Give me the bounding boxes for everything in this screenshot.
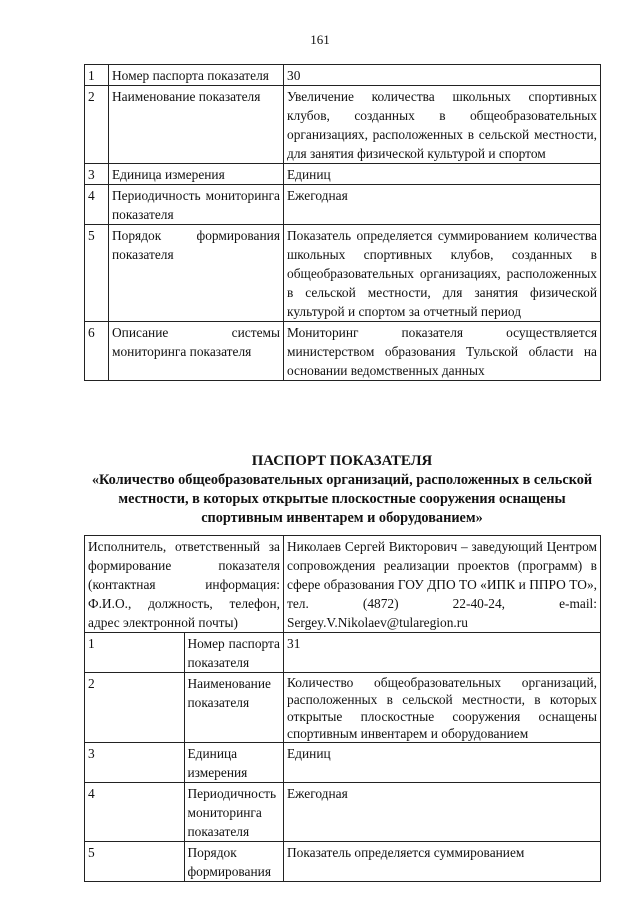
row-number: 3 xyxy=(85,164,109,185)
table-row xyxy=(85,783,601,842)
row-label: Номер паспорта показателя xyxy=(109,65,284,86)
indicator-table-31 xyxy=(84,535,601,882)
passport-title: ПАСПОРТ ПОКАЗАТЕЛЯ xyxy=(251,453,433,469)
row-number: 5 xyxy=(85,842,185,882)
row-label: Единица измерения xyxy=(109,164,284,185)
table-row xyxy=(85,322,601,381)
table-row xyxy=(85,225,601,322)
row-value: Ежегодная xyxy=(284,185,601,225)
table-row xyxy=(85,536,601,633)
table-row xyxy=(85,65,601,86)
row-number: 2 xyxy=(85,86,109,164)
responsible-value: Николаев Сергей Викторович – заведующий Центром сопровождения реализации проектов (программ) в сфере образования ГОУ ДПО ТО «ИПК и ППРО ТО», тел. (4872) 22-40-24, e-mail: Sergey.V.Nikolaev@tularegion.ru xyxy=(284,536,601,633)
page-number: 161 xyxy=(310,32,330,47)
row-number: 3 xyxy=(85,743,185,783)
indicator-table-30 xyxy=(84,64,601,381)
table-row xyxy=(85,86,601,164)
row-value: Единиц xyxy=(284,743,601,783)
row-value: Показатель определяется суммированием xyxy=(284,842,601,882)
row-value: Увеличение количества школьных спортивных клубов, созданных в общеобразовательных организациях, расположенных в сельской местности, для занятия физической культурой и спортом xyxy=(284,86,601,164)
row-number: 4 xyxy=(85,185,109,225)
row-label: Периодичность мониторинга показателя xyxy=(109,185,284,225)
row-label: Порядок формирования xyxy=(184,842,284,882)
table-row xyxy=(85,743,601,783)
row-value: Ежегодная xyxy=(284,783,601,842)
row-number: 2 xyxy=(85,673,185,743)
table-row xyxy=(85,185,601,225)
row-value: Мониторинг показателя осуществляется министерством образования Тульской области на основании ведомственных данных xyxy=(284,322,601,381)
row-number: 1 xyxy=(85,65,109,86)
row-label: Номер паспорта показателя xyxy=(184,633,284,673)
row-label: Наименование показателя xyxy=(109,86,284,164)
row-label: Порядок формирования показателя xyxy=(109,225,284,322)
row-number: 1 xyxy=(85,633,185,673)
row-value: 30 xyxy=(284,65,601,86)
table-row xyxy=(85,673,601,743)
row-value: Количество общеобразовательных организаций, расположенных в сельской местности, в которых открытые плоскостные сооружения оснащены спортивным инвентарем и оборудованием xyxy=(284,673,601,743)
table-row xyxy=(85,164,601,185)
row-number: 6 xyxy=(85,322,109,381)
row-label: Единица измерения xyxy=(184,743,284,783)
row-label: Описание системы мониторинга показателя xyxy=(109,322,284,381)
row-value: Показатель определяется суммированием количества школьных спортивных клубов, созданных в общеобразовательных организациях, расположенных в сельской местности, для занятия физической культурой и спортом за отчетный период xyxy=(284,225,601,322)
passport-heading xyxy=(84,452,600,528)
table-row xyxy=(85,842,601,882)
row-label: Наименование показателя xyxy=(184,673,284,743)
row-number: 5 xyxy=(85,225,109,322)
passport-subtitle: «Количество общеобразовательных организаций, расположенных в сельской местности, в которых открытые плоскостные сооружения оснащены спортивным инвентарем и оборудованием» xyxy=(91,472,593,526)
responsible-label: Исполнитель, ответственный за формирование показателя (контактная информация: Ф.И.О., должность, телефон, адрес электронной почты) xyxy=(85,536,284,633)
row-number: 4 xyxy=(85,783,185,842)
row-value: Единиц xyxy=(284,164,601,185)
table-row xyxy=(85,633,601,673)
row-value: 31 xyxy=(284,633,601,673)
row-label: Периодичность мониторинга показателя xyxy=(184,783,284,842)
